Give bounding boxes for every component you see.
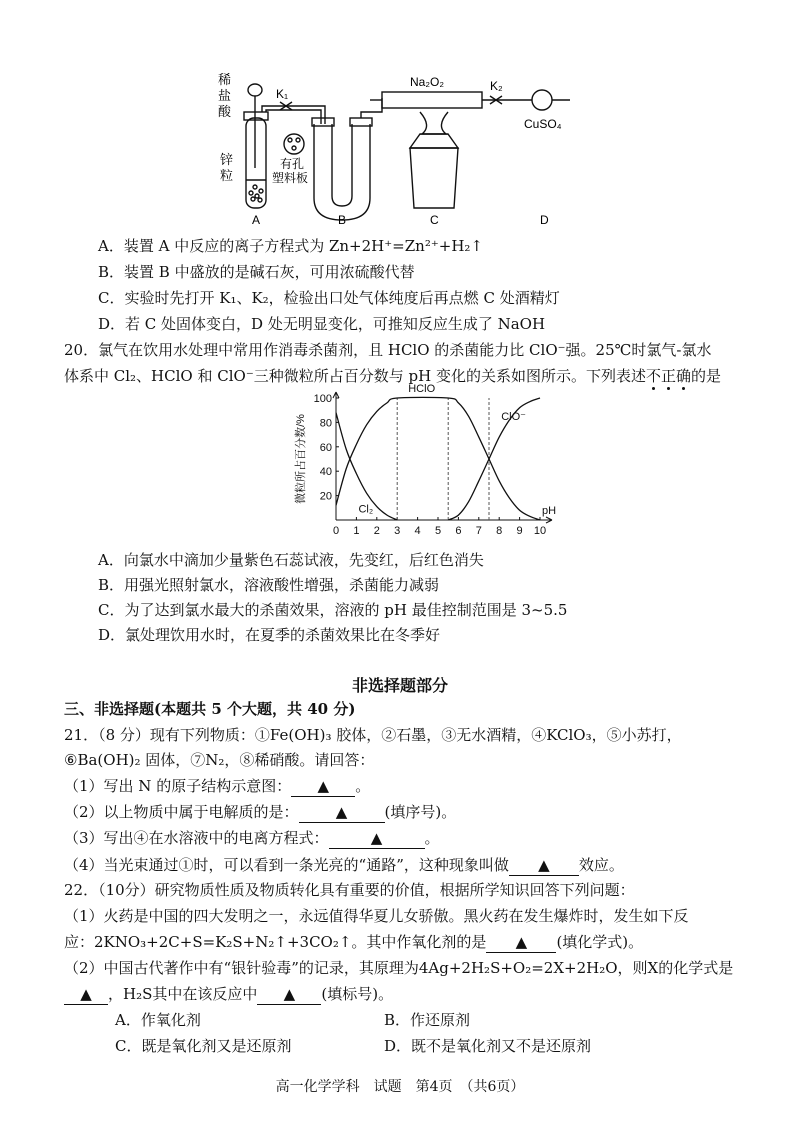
- q21-part3-blank[interactable]: ▲: [329, 828, 425, 849]
- series-line-ClO⁻: [448, 398, 540, 520]
- series-label-hclo: HClO: [408, 384, 436, 395]
- emphasis-char: 正: [660, 367, 676, 385]
- label-d: D: [540, 213, 549, 227]
- q22-part2-text: ，H₂S其中在该反应中: [108, 985, 258, 1003]
- q19-option-b: B．装置 B 中盛放的是碱石灰，可用浓硫酸代替: [98, 263, 415, 281]
- label-k1: K₁: [276, 87, 289, 101]
- q21-part1-blank[interactable]: ▲: [291, 776, 355, 797]
- q22-part1-line2: [64, 932, 643, 953]
- q22-part1-text: 应：2KNO₃+2C+S=K₂S+N₂↑+3CO₂↑。其中作氧化剂的是: [64, 933, 487, 951]
- y-tick-label: 60: [319, 441, 332, 454]
- q21-part2: [64, 802, 456, 823]
- q21-part4-end: 效应。: [578, 856, 624, 874]
- q21-part4-blank[interactable]: ▲: [509, 855, 579, 876]
- label-b: B: [338, 213, 347, 227]
- q21-part4: [64, 855, 624, 876]
- label-cuso4: CuSO₄: [524, 117, 562, 131]
- x-tick-label: 2: [373, 525, 380, 537]
- q20-stem-line2-a: 体系中 Cl₂、HClO 和 ClO⁻三种微粒所占百分数与 pH 变化的关系如图所示。下列表述: [64, 367, 646, 385]
- q20-option-c: C．为了达到氯水最大的杀菌效果，溶液的 pH 最佳控制范围是 3~5.5: [98, 601, 568, 619]
- label-zinc-1: 锌: [220, 152, 234, 167]
- q21-part1-end: 。: [355, 777, 371, 795]
- q22-part2-blank-x[interactable]: ▲: [64, 984, 108, 1005]
- q20-option-b: B．用强光照射氯水，溶液酸性增强，杀菌能力减弱: [98, 576, 440, 594]
- label-zinc-2: 粒: [220, 168, 234, 183]
- q22-part2-line1: （2）中国古代著作中有“银针验毒”的记录，其原理为4Ag+2H₂S+O₂=2X+2H₂O，则X的化学式是: [64, 959, 734, 977]
- q22-part1-blank[interactable]: ▲: [486, 932, 556, 953]
- q21-part3-text: （3）写出④在水溶液中的电离方程式：: [64, 829, 329, 847]
- q21-part3-end: 。: [424, 829, 440, 847]
- x-tick-label: 0: [332, 525, 340, 537]
- q21-stem-line1: 21．（8 分）现有下列物质：①Fe(OH)₃ 胶体，②石墨，③无水酒精，④KClO₃，⑤小苏打，: [64, 726, 682, 744]
- y-tick-label: 80: [319, 417, 332, 430]
- label-plate-2: 塑料板: [272, 171, 309, 185]
- emphasis-char: 确: [676, 367, 692, 385]
- label-na2o2: Na₂O₂: [410, 75, 444, 89]
- y-axis-label: 微粒所占百分数/%: [295, 414, 307, 504]
- x-tick-label: 9: [516, 525, 523, 537]
- y-tick-label: 40: [319, 466, 332, 479]
- page-footer: 高一化学学科 试题 第4页 （共6页）: [275, 1079, 525, 1095]
- apparatus-diagram: [210, 68, 600, 228]
- section-header: [64, 699, 355, 719]
- x-tick-label: 7: [475, 525, 482, 537]
- emphasis-char: 不: [645, 367, 661, 385]
- series-label-clo: ClO⁻: [501, 410, 526, 423]
- label-acid-1: 稀: [218, 72, 232, 87]
- species-ph-chart: [290, 384, 560, 544]
- q19-option-c: C．实验时先打开 K₁、K₂，检验出口处气体纯度后再点燃 C 处酒精灯: [98, 289, 560, 307]
- section-title: 非选择题部分: [351, 676, 448, 695]
- label-plate-1: 有孔: [280, 157, 305, 171]
- q20-stem-line2: [64, 366, 721, 386]
- q20-emphasis: [646, 367, 691, 385]
- x-tick-label: 4: [414, 525, 421, 537]
- y-tick-label: 100: [313, 393, 332, 405]
- q19-option-a: A．装置 A 中反应的离子方程式为 Zn+2H⁺=Zn²⁺+H₂↑: [98, 237, 483, 255]
- q22-option-d: D．既不是氧化剂又不是还原剂: [384, 1037, 592, 1055]
- q22-option-c: C．既是氧化剂又是还原剂: [115, 1037, 292, 1055]
- q22-part2-end: (填标号)。: [321, 985, 394, 1003]
- y-tick-label: 20: [319, 490, 332, 503]
- q22-part2-blank-role[interactable]: ▲: [257, 984, 321, 1005]
- x-tick-label: 6: [455, 525, 462, 537]
- q20-option-a: A．向氯水中滴加少量紫色石蕊试液，先变红，后红色消失: [98, 551, 484, 569]
- q19-option-d: D．若 C 处固体变白，D 处无明显变化，可推知反应生成了 NaOH: [98, 315, 546, 333]
- q21-part3: [64, 828, 440, 849]
- q21-part2-end: (填序号)。: [384, 803, 457, 821]
- label-acid-3: 酸: [218, 104, 232, 119]
- q21-part1-text: （1）写出 N 的原子结构示意图：: [64, 777, 292, 795]
- x-tick-label: 10: [533, 525, 547, 537]
- q21-part1: [64, 776, 370, 797]
- section-header-prefix: 三、: [64, 700, 95, 718]
- q20-option-d: D．氯处理饮用水时，在夏季的杀菌效果比在冬季好: [98, 626, 441, 644]
- label-k2: K₂: [490, 79, 503, 93]
- q20-stem-line1: 20．氯气在饮用水处理中常用作消毒杀菌剂，且 HClO 的杀菌能力比 ClO⁻强。25℃时氯气-氯水: [64, 341, 712, 359]
- q22-option-a: A．作氧化剂: [115, 1011, 201, 1029]
- x-axis-label: pH: [542, 505, 557, 517]
- q21-stem-line2: ⑥Ba(OH)₂ 固体，⑦N₂，⑧稀硝酸。请回答：: [64, 751, 375, 769]
- label-c: C: [430, 213, 439, 227]
- q22-part1-end: (填化学式)。: [556, 933, 644, 951]
- q22-option-b: B．作还原剂: [384, 1011, 471, 1029]
- q22-part1-line1: （1）火药是中国的四大发明之一，永远值得华夏儿女骄傲。黑火药在发生爆炸时，发生如下反: [64, 907, 689, 925]
- x-tick-label: 1: [353, 525, 360, 537]
- x-tick-label: 8: [496, 525, 503, 537]
- q21-part4-text: （4）当光束通过①时，可以看到一条光亮的“通路”，这种现象叫做: [64, 856, 509, 874]
- q21-part2-text: （2）以上物质中属于电解质的是：: [64, 803, 299, 821]
- q21-part2-blank[interactable]: ▲: [299, 802, 385, 823]
- q22-stem: 22．（10分）研究物质性质及物质转化具有重要的价值，根据所学知识回答下列问题：: [64, 881, 635, 899]
- x-tick-label: 5: [434, 525, 442, 537]
- q20-stem-line2-b: 的是: [691, 367, 722, 385]
- label-a: A: [252, 213, 261, 227]
- section-header-text: 非选择题(本题共 5 个大题，共 40 分): [94, 700, 356, 718]
- label-acid-2: 盐: [218, 88, 232, 103]
- series-label-cl2: Cl₂: [358, 503, 374, 516]
- q22-part2-line2: [64, 984, 393, 1005]
- x-tick-label: 3: [394, 525, 401, 537]
